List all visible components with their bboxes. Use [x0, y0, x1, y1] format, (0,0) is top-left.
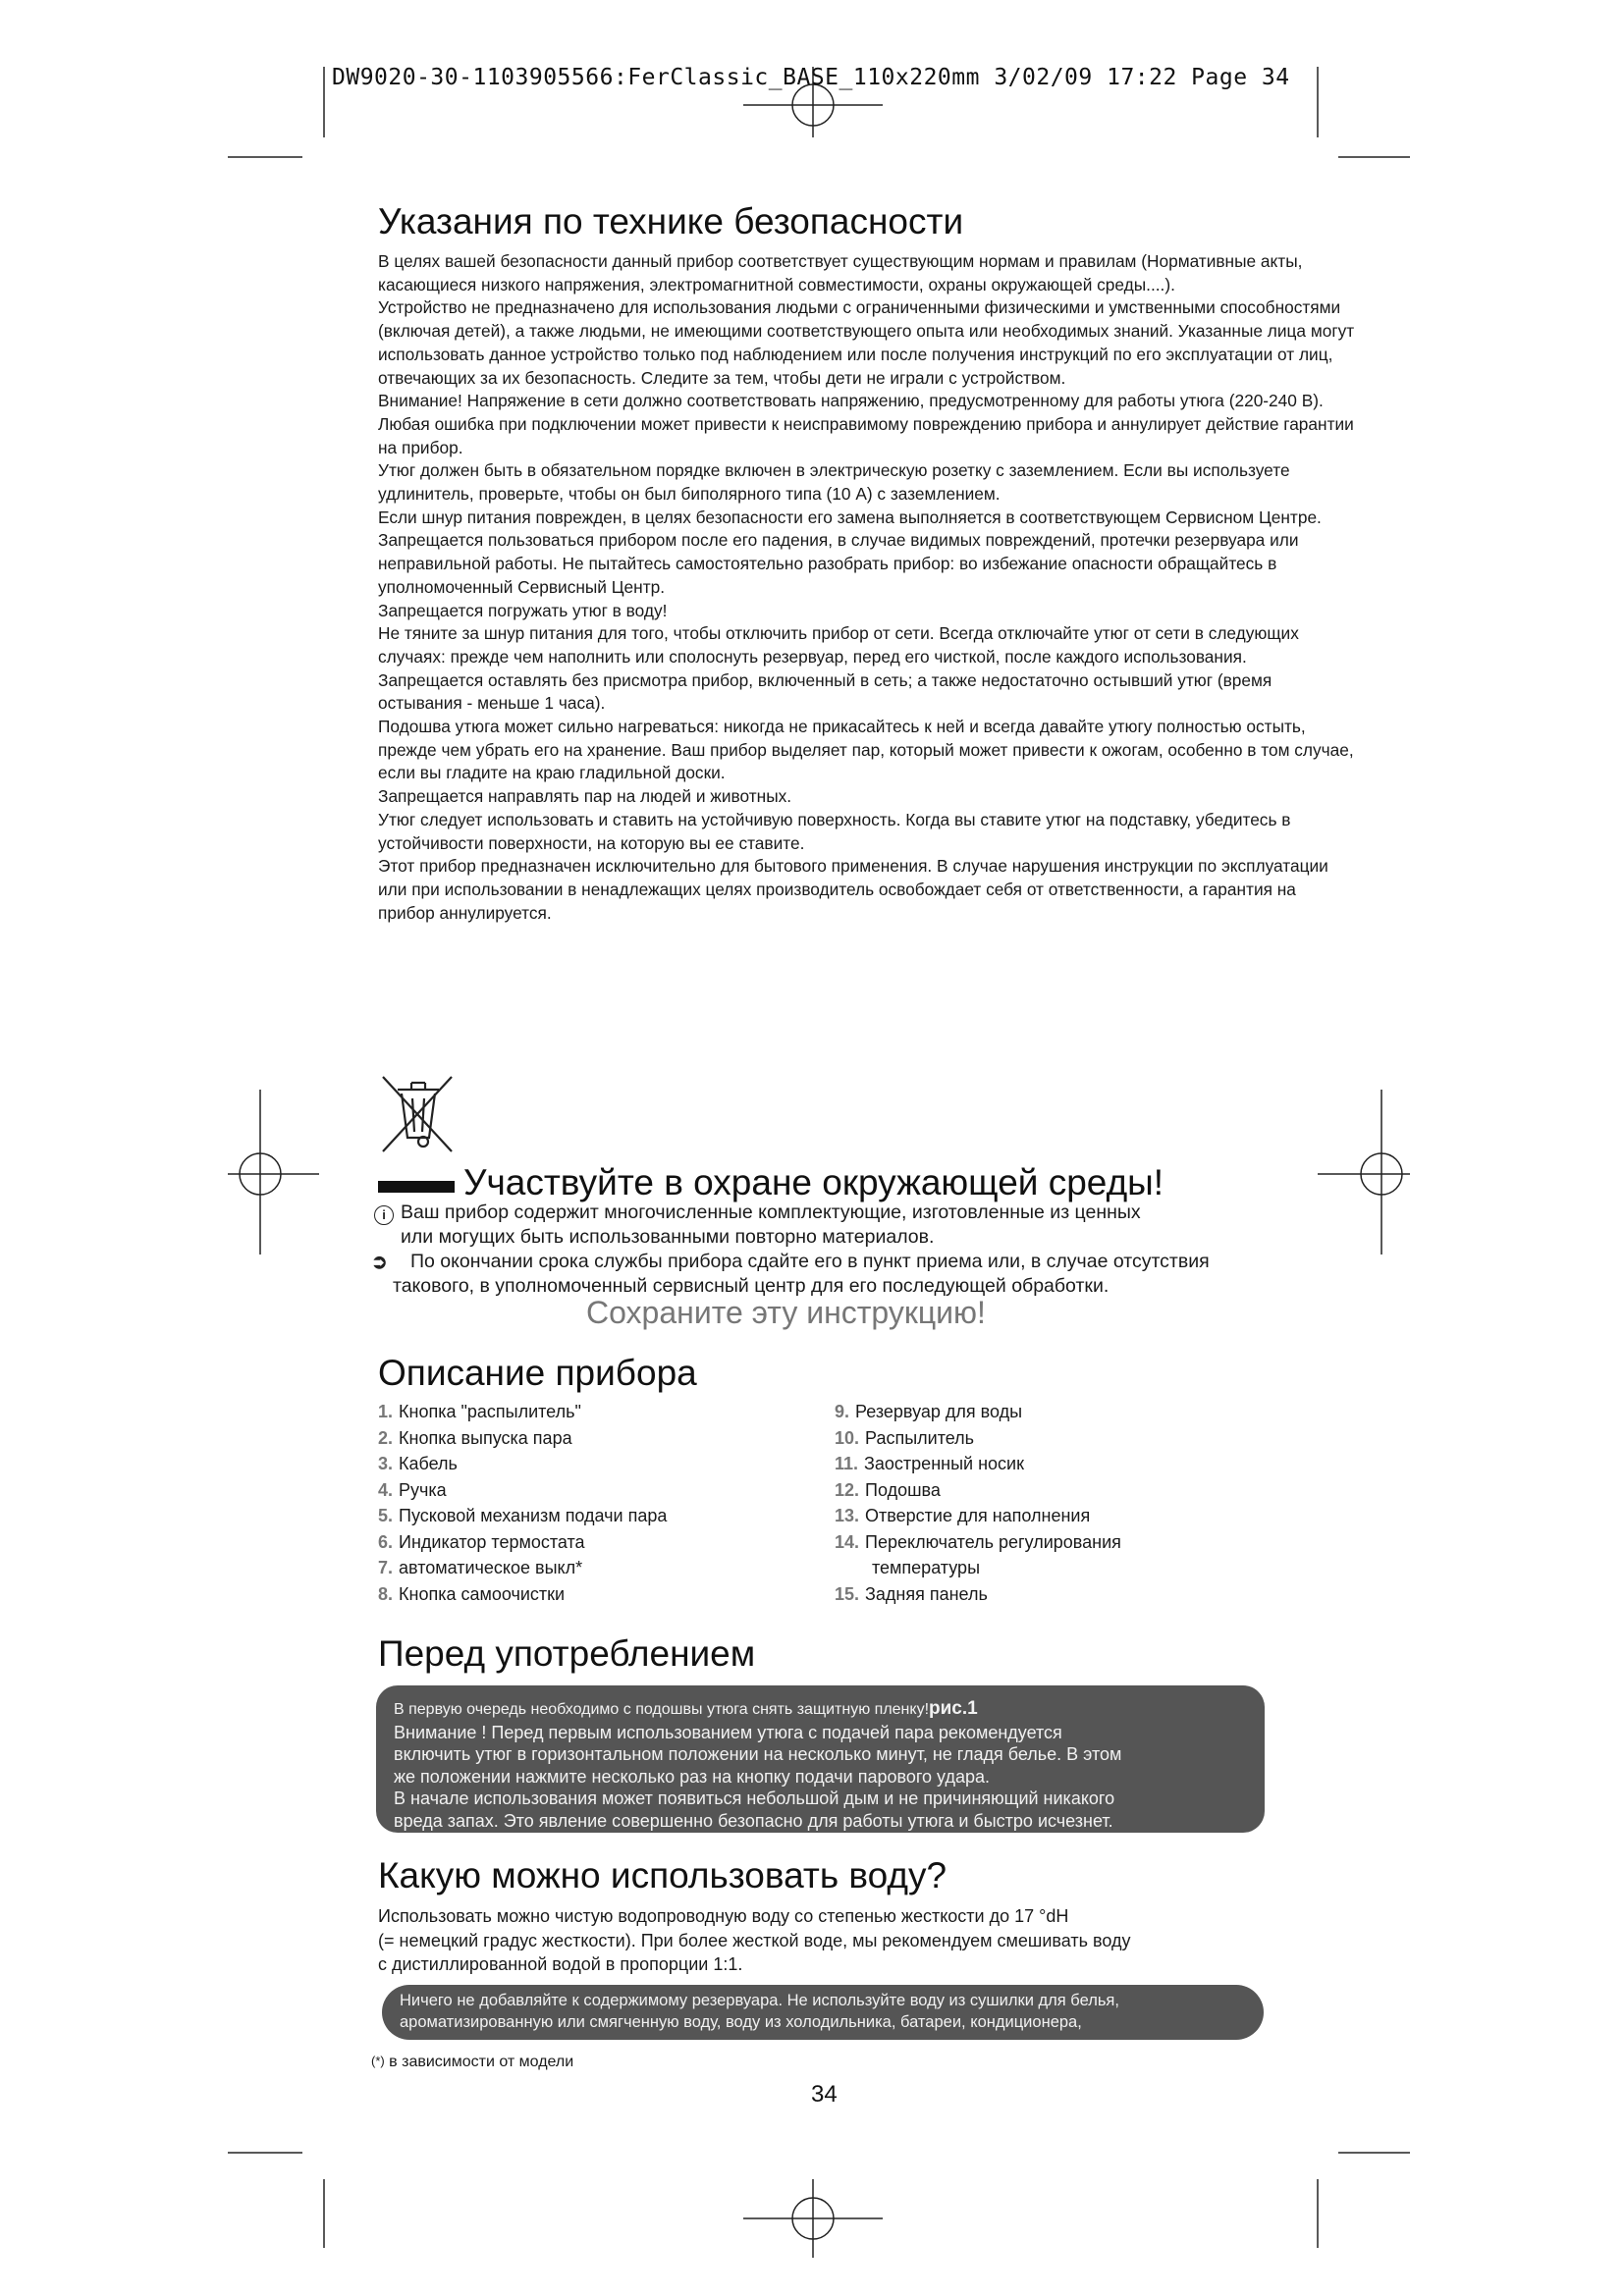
list-item — [378, 1451, 667, 1477]
footnote-mark: (*) — [371, 2054, 385, 2068]
water-text — [378, 1904, 1321, 1977]
safety-text — [378, 250, 1355, 925]
page-number: 34 — [811, 2081, 838, 2108]
figure-ref: рис.1 — [929, 1698, 978, 1719]
arrow-icon: ➲ — [371, 1252, 388, 1273]
item-number: 4. — [378, 1479, 394, 1500]
item-number: 13. — [835, 1506, 860, 1525]
item-label: Отверстие для наполнения — [865, 1506, 1091, 1525]
item-number: 7. — [378, 1558, 394, 1577]
footnote-text: в зависимости от модели — [389, 2054, 574, 2070]
safety-paragraph: Не тяните за шнур питания для того, чтобы отключить прибор от сети. Всегда отключайте утюг от сети в следующих случаях: прежде чем наполнить или сполоснуть резервуар, перед его чисткой, после каждого использования. — [378, 623, 1299, 667]
safety-paragraph: Запрещается оставлять без присмотра прибор, включенный в сеть; а также недостаточно остывший утюг (время остывания - меньше 1 часа). — [378, 669, 1272, 714]
item-label: Кнопка "распылитель" — [399, 1402, 581, 1421]
water-warning-line: ароматизированную или смягченную воду, воду из холодильника, батареи, кондиционера, — [400, 2013, 1082, 2031]
before-use-line: вреда запах. Это явление совершенно безопасно для работы утюга и быстро исчезнет. — [394, 1810, 1113, 1831]
item-number: 11. — [835, 1454, 859, 1473]
item-label: Пусковой механизм подачи пара — [399, 1506, 668, 1525]
item-label: Резервуар для воды — [855, 1402, 1023, 1421]
before-use-box — [376, 1685, 1265, 1833]
item-label: Распылитель — [865, 1427, 975, 1448]
water-line: (= немецкий градус жесткости). При более жесткой воде, мы рекомендуем смешивать воду — [378, 1930, 1131, 1950]
item-label: Задняя панель — [865, 1583, 988, 1604]
safety-paragraph: Подошва утюга может сильно нагреваться: никогда не прикасайтесь к ней и всегда давайте утюгу полностью остыть, прежде чем убрать его на хранение. Ваш прибор выделяет пар, который может привести к ожогам, особенно в том случае, если вы гладите на краю гладильной доски. — [378, 717, 1354, 783]
parts-list-right — [835, 1399, 1121, 1607]
crossed-bin-icon — [378, 1073, 457, 1155]
list-item — [378, 1555, 667, 1581]
item-label: Переключатель регулирования — [865, 1531, 1121, 1552]
item-label: Ручка — [399, 1479, 447, 1500]
item-number: 3. — [378, 1454, 394, 1473]
safety-paragraph: Устройство не предназначено для использования людьми с ограниченными физическими и умственными способностями (включая детей), а также людьми, не имеющими соответствующего опыта или необходимых знаний. Указанные лица могут использовать данное устройство только под наблюдением или после получения инструкций по его эксплуатации от лиц, отвечающих за их безопасность. Следите за тем, чтобы дети не играли с устройством. — [378, 297, 1355, 388]
environment-line: По окончании срока службы прибора сдайте его в пункт приема или, в случае отсутствия — [410, 1251, 1210, 1272]
before-use-line: Внимание ! Перед первым использованием утюга с подачей пара рекомендуется — [394, 1722, 1062, 1742]
list-item — [378, 1581, 667, 1608]
list-item — [378, 1425, 667, 1452]
list-item — [835, 1581, 1121, 1608]
environment-title: Участвуйте в охране окружающей среды! — [463, 1162, 1164, 1202]
item-number: 12. — [835, 1479, 860, 1500]
safety-paragraph: Утюг должен быть в обязательном порядке включен в электрическую розетку с заземлением. Если вы используете удлинитель, проверьте, чтобы он был биполярного типа (10 А) с заземлением. — [378, 460, 1290, 505]
list-item — [835, 1477, 1121, 1504]
before-use-line: же положении нажмите несколько раз на кнопку подачи парового удара. — [394, 1766, 990, 1787]
item-label: Индикатор термостата — [399, 1531, 585, 1552]
item-number: 8. — [378, 1583, 394, 1604]
item-number: 6. — [378, 1531, 394, 1552]
list-item — [835, 1451, 1121, 1477]
item-number: 14. — [835, 1531, 860, 1552]
list-item — [835, 1529, 1121, 1556]
item-label: автоматическое выкл* — [399, 1558, 583, 1577]
list-item — [378, 1503, 667, 1529]
item-label: Кнопка выпуска пара — [399, 1427, 572, 1448]
environment-line: Ваш прибор содержит многочисленные комплектующие, изготовленные из ценных — [401, 1201, 1141, 1223]
before-use-line: включить утюг в горизонтальном положении на несколько минут, не гладя белье. В этом — [394, 1744, 1122, 1764]
print-header: DW9020-30-1103905566:FerClassic_BASE_110x220mm 3/02/09 17:22 Page 34 — [332, 65, 1290, 90]
item-number: 10. — [835, 1427, 860, 1448]
item-label: Подошва — [865, 1479, 941, 1500]
list-item — [378, 1529, 667, 1556]
safety-title: Указания по технике безопасности — [378, 201, 964, 241]
safety-paragraph: Этот прибор предназначен исключительно для бытового применения. В случае нарушения инструкции по эксплуатации или при использовании в ненадлежащих целях производитель освобождает себя от ответственности, а гарантия на прибор аннулируется. — [378, 856, 1328, 923]
safety-paragraph: Запрещается направлять пар на людей и животных. — [378, 786, 792, 807]
safety-paragraph: Запрещается пользоваться прибором после его падения, в случае видимых повреждений, протечки резервуара или неправильной работы. Не пытайтесь самостоятельно разобрать прибор: во избежание опасности обращайтесь в уполномоченный Сервисный Центр. — [378, 530, 1299, 597]
item-label: Кабель — [399, 1454, 458, 1473]
water-warning-box — [382, 1985, 1264, 2040]
environment-line: такового, в уполномоченный сервисный центр для его последующей обработки. — [393, 1275, 1110, 1297]
item-number: 5. — [378, 1506, 394, 1525]
item-number: 1. — [378, 1402, 394, 1421]
environment-line: или могущих быть использованными повторно материалов. — [401, 1226, 935, 1248]
description-title: Описание прибора — [378, 1353, 697, 1393]
water-warning-line: Ничего не добавляйте к содержимому резервуара. Не используйте воду из сушилки для белья, — [400, 1992, 1119, 2009]
before-use-title: Перед употреблением — [378, 1633, 756, 1674]
item-label: Заостренный носик — [864, 1454, 1024, 1473]
before-use-line: В начале использования может появиться небольшой дым и не причиняющий никакого — [394, 1789, 1115, 1808]
safety-paragraph: Утюг следует использовать и ставить на устойчивую поверхность. Когда вы ставите утюг на подставку, убедитесь в устойчивости поверхности, на которую вы ее ставите. — [378, 809, 1291, 853]
list-item — [835, 1425, 1121, 1452]
safety-paragraph: В целях вашей безопасности данный прибор соответствует существующим нормам и правилам (Нормативные акты, касающиеся низкого напряжения, электромагнитной совместимости, охраны окружающей среды....). — [378, 251, 1303, 294]
safety-paragraph: Запрещается погружать утюг в воду! — [378, 600, 668, 620]
safety-paragraph: Внимание! Напряжение в сети должно соответствовать напряжению, предусмотренному для работы утюга (220-240 В). Любая ошибка при подключении может привести к неисправимому повреждению прибора и аннулирует действие гарантии на прибор. — [378, 391, 1354, 457]
list-item — [378, 1477, 667, 1504]
list-item-continuation — [835, 1555, 1121, 1581]
parts-list-left — [378, 1399, 667, 1607]
safety-paragraph: Если шнур питания поврежден, в целях безопасности его замена выполняется в соответствующем Сервисном Центре. — [378, 507, 1322, 527]
before-use-line — [394, 1697, 1265, 1722]
water-line: Использовать можно чистую водопроводную воду со степенью жесткости до 17 °dH — [378, 1906, 1069, 1926]
item-number: 9. — [835, 1402, 850, 1421]
list-item — [378, 1399, 667, 1425]
list-item — [835, 1503, 1121, 1529]
keep-instructions: Сохраните эту инструкцию! — [586, 1295, 986, 1330]
list-item — [835, 1399, 1121, 1425]
before-use-line1: В первую очередь необходимо с подошвы утюга снять защитную пленку! — [394, 1701, 930, 1718]
item-number: 15. — [835, 1583, 860, 1604]
water-line: с дистиллированной водой в пропорции 1:1. — [378, 1954, 743, 1974]
water-title: Какую можно использовать воду? — [378, 1855, 947, 1896]
info-icon: i — [374, 1205, 394, 1225]
item-label: температуры — [872, 1558, 981, 1577]
item-label: Кнопка самоочистки — [399, 1583, 566, 1604]
item-number: 2. — [378, 1427, 394, 1448]
footnote — [371, 2054, 573, 2071]
environment-title-bar — [378, 1181, 455, 1193]
